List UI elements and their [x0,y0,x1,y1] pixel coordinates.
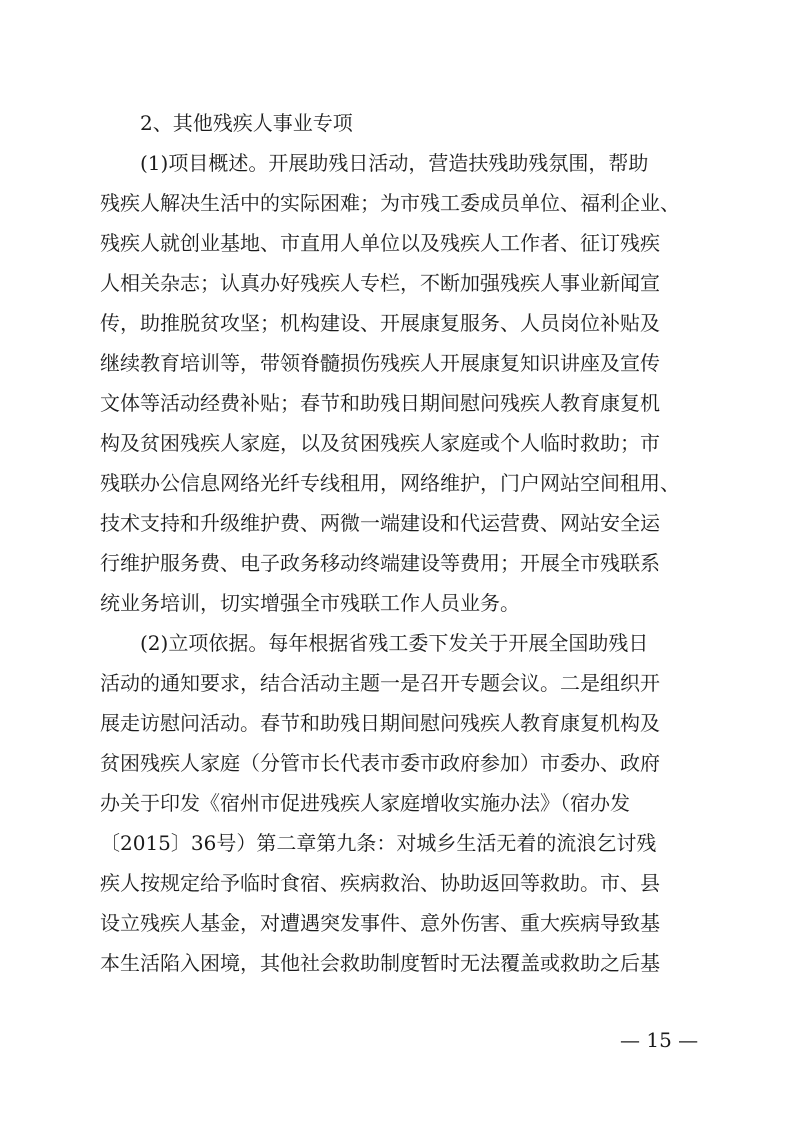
paragraph-line: 残联办公信息网络光纤专线租用，网络维护，门户网站空间租用、 [100,471,680,495]
paragraph-line: 人相关杂志；认真办好残疾人专栏，不断加强残疾人事业新闻宣 [100,271,660,295]
paragraph-line: 设立残疾人基金，对遭遇突发事件、意外伤害、重大疾病导致基 [100,911,660,935]
paragraph-line: (1)项目概述。开展助残日活动，营造扶残助残氛围，帮助 [140,151,649,175]
paragraph-line: 残疾人解决生活中的实际困难；为市残工委成员单位、福利企业、 [100,191,680,215]
paragraph-line: 继续教育培训等，带领脊髓损伤残疾人开展康复知识讲座及宣传 [100,351,660,375]
paragraph-line: 疾人按规定给予临时食宿、疾病救治、协助返回等救助。市、县 [100,871,660,895]
paragraph-line: 行维护服务费、电子政务移动终端建设等费用；开展全市残联系 [100,551,660,575]
paragraph-line: 活动的通知要求，结合活动主题一是召开专题会议。二是组织开 [100,671,660,695]
section-heading: 2、其他残疾人事业专项 [140,111,353,135]
paragraph-line: 构及贫困残疾人家庭，以及贫困残疾人家庭或个人临时救助；市 [100,431,660,455]
paragraph-line: 残疾人就创业基地、市直用人单位以及残疾人工作者、征订残疾 [100,231,660,255]
paragraph-line: 传，助推脱贫攻坚；机构建设、开展康复服务、人员岗位补贴及 [100,311,660,335]
paragraph-line: 〔2015〕36号）第二章第九条：对城乡生活无着的流浪乞讨残 [100,831,657,855]
paragraph-line: 本生活陷入困境，其他社会救助制度暂时无法覆盖或救助之后基 [100,951,660,975]
paragraph-line: 统业务培训，切实增强全市残联工作人员业务。 [100,591,520,615]
paragraph-line: (2)立项依据。每年根据省残工委下发关于开展全国助残日 [140,631,649,655]
paragraph-line: 文体等活动经费补贴；春节和助残日期间慰问残疾人教育康复机 [100,391,660,415]
paragraph-line: 技术支持和升级维护费、两微一端建设和代运营费、网站安全运 [100,511,660,535]
page-number: — 15 — [620,1028,699,1052]
paragraph-line: 展走访慰问活动。春节和助残日期间慰问残疾人教育康复机构及 [100,711,660,735]
paragraph-line: 办关于印发《宿州市促进残疾人家庭增收实施办法》（宿办发 [100,791,630,815]
paragraph-line: 贫困残疾人家庭（分管市长代表市委市政府参加）市委办、政府 [100,751,660,775]
